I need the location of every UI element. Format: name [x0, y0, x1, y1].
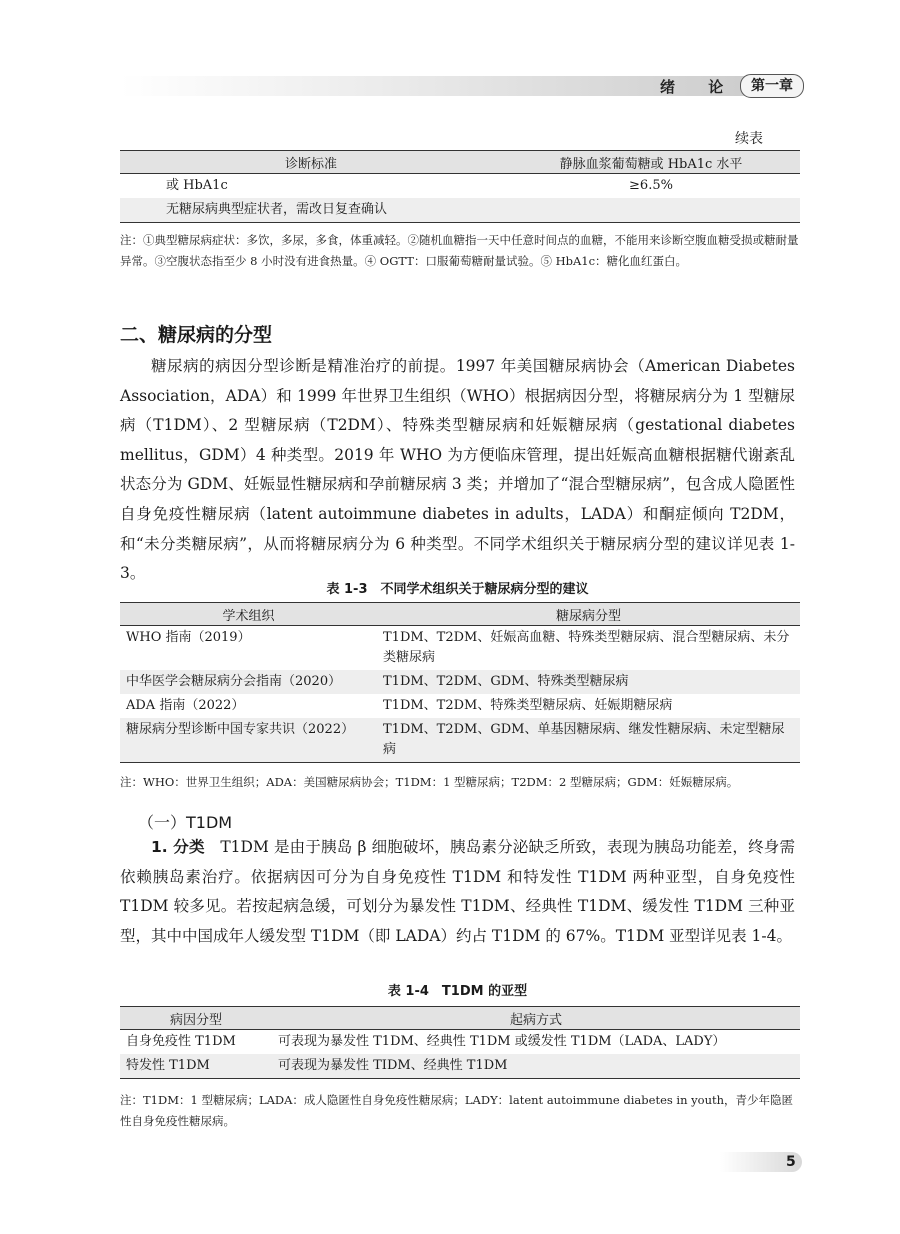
body-paragraph: 糖尿病的病因分型诊断是精准治疗的前提。1997 年美国糖尿病协会（American Diabetes Association，ADA）和 1999 年世界卫生组织（WHO）根据病因分型，将糖尿病分为 1 型糖尿病（T1DM）、2 型糖尿病（T2DM）、特殊类型糖尿病和妊娠糖尿病（gestational diabetes mellitus，GDM）4 种类型。2019 年 WHO 为方便临床管理，提出妊娠高血糖根据糖代谢紊乱状态分为 GDM、妊娠显性糖尿病和孕前糖尿病 3 类；并增加了“混合型糖尿病”，包含成人隐匿性自身免疫性糖尿病（latent autoimmune diabetes in adults，LADA）和酮症倾向 T2DM，和“未分类糖尿病”，从而将糖尿病分为 6 种类型。不同学术组织关于糖尿病分型的建议详见表 1-3。 [120, 357, 795, 583]
table-header-row [120, 603, 800, 626]
continued-label: 续表 [735, 131, 763, 147]
table-header-row [120, 1007, 800, 1030]
table-note: 注：①典型糖尿病症状：多饮，多尿，多食，体重减轻。②随机血糖指一天中任意时间点的血糖，不能用来诊断空腹血糖受损或糖耐量异常。③空腹状态指至少 8 小时没有进食热量。④ OGTT：口服葡萄糖耐量试验。⑤ HbA1c：糖化血红蛋白。 [120, 233, 799, 268]
table-caption: 表 1-4 T1DM 的亚型 [387, 984, 528, 999]
table-row [120, 718, 800, 763]
table-row [120, 694, 800, 718]
table-row [120, 1054, 800, 1079]
table-1-4 [120, 1006, 800, 1079]
chapter-tag: 第一章 [740, 74, 804, 98]
table-cell: T1DM、T2DM、GDM、特殊类型糖尿病 [377, 670, 800, 694]
table-cell: T1DM、T2DM、特殊类型糖尿病、妊娠期糖尿病 [383, 698, 673, 713]
table-cell: ADA 指南（2022） [126, 698, 245, 713]
column-header: 起病方式 [272, 1007, 800, 1030]
table-cell: 或 HbA1c [166, 178, 228, 193]
table-row [120, 626, 800, 671]
chapter-title: 绪 论 [660, 78, 738, 96]
section-title: 二、糖尿病的分型 [120, 324, 273, 346]
table-row [120, 670, 800, 694]
table-cell: 自身免疫性 T1DM [126, 1034, 236, 1049]
table-row [120, 174, 800, 199]
page-number: 5 [786, 1154, 796, 1170]
subsection-heading: （一）T1DM [138, 813, 233, 832]
table-note: 注：T1DM：1 型糖尿病；LADA：成人隐匿性自身免疫性糖尿病；LADY：latent autoimmune diabetes in youth，青少年隐匿性自身免疫性糖尿病。 [120, 1093, 794, 1128]
column-header: 学术组织 [120, 603, 377, 626]
paragraph-lead: 1. 分类 [151, 838, 205, 856]
column-header: 诊断标准 [120, 151, 502, 174]
table-cell: 中华医学会糖尿病分会指南（2020） [120, 670, 377, 694]
table-cell: ≥6.5% [629, 178, 673, 193]
table-note: 注：WHO：世界卫生组织；ADA：美国糖尿病协会；T1DM：1 型糖尿病；T2DM：2 型糖尿病；GDM：妊娠糖尿病。 [120, 775, 739, 789]
table-cell: T1DM、T2DM、妊娠高血糖、特殊类型糖尿病、混合型糖尿病、未分类糖尿病 [383, 630, 790, 665]
paragraph-text: T1DM 是由于胰岛 β 细胞破坏，胰岛素分泌缺乏所致，表现为胰岛功能差，终身需依赖胰岛素治疗。依据病因可分为自身免疫性 T1DM 和特发性 T1DM 两种亚型，自身免疫性 T1DM 较多见。若按起病急缓，可划分为暴发性 T1DM、经典性 T1DM、缓发性 T1DM 三种亚型，其中中国成年人缓发型 T1DM（即 LADA）约占 T1DM 的 67%。T1DM 亚型详见表 1-4。 [120, 838, 795, 945]
table-cell: 可表现为暴发性 TIDM、经典性 T1DM [272, 1054, 800, 1079]
table-cell: 可表现为暴发性 T1DM、经典性 T1DM 或缓发性 T1DM（LADA、LADY） [278, 1034, 726, 1049]
table-cell: WHO 指南（2019） [126, 630, 251, 645]
column-header: 糖尿病分型 [377, 603, 800, 626]
table-caption: 表 1-3 不同学术组织关于糖尿病分型的建议 [326, 582, 589, 597]
table-cell: 无糖尿病典型症状者，需改日复查确认 [120, 198, 502, 223]
table-cell: 特发性 T1DM [120, 1054, 272, 1079]
table-header-row [120, 151, 800, 174]
column-header: 病因分型 [120, 1007, 272, 1030]
table-cell [502, 198, 800, 223]
table-1-3 [120, 602, 800, 763]
table-cell: 糖尿病分型诊断中国专家共识（2022） [120, 718, 377, 763]
column-header: 静脉血浆葡萄糖或 HbA1c 水平 [502, 151, 800, 174]
table-row [120, 1030, 800, 1055]
table-cell: T1DM、T2DM、GDM、单基因糖尿病、继发性糖尿病、未定型糖尿病 [377, 718, 800, 763]
table-row [120, 198, 800, 223]
table-diagnostic-criteria [120, 150, 800, 223]
body-paragraph [120, 833, 795, 951]
